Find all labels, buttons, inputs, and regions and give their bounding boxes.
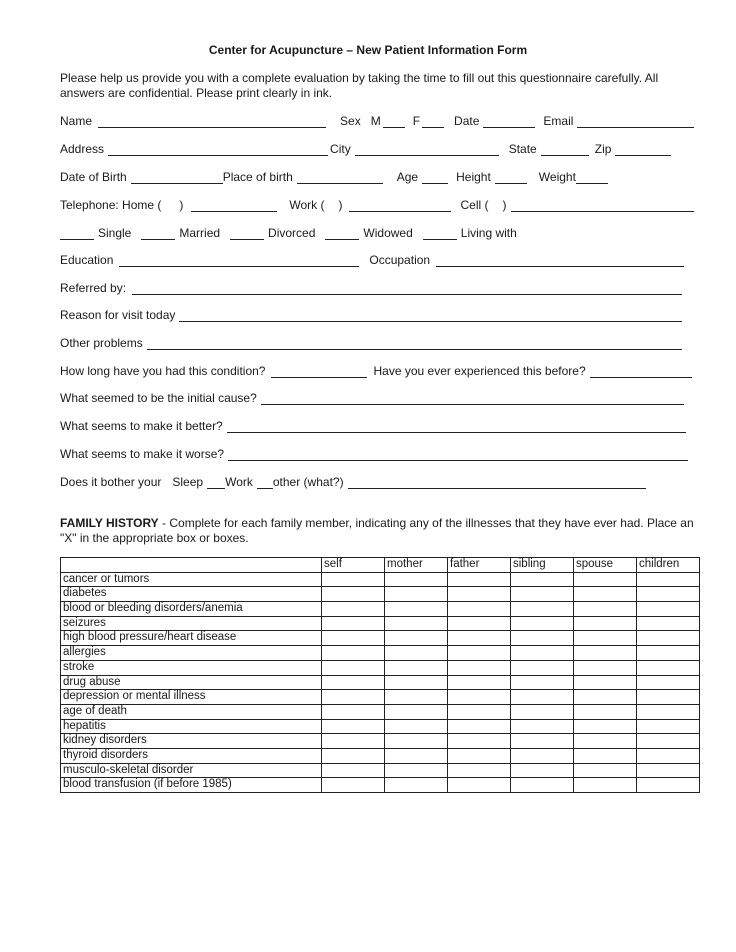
sex-f-field[interactable] [422, 115, 444, 128]
checkbox-cell-self[interactable] [322, 572, 385, 587]
state-field[interactable] [541, 143, 589, 156]
checkbox-cell-father[interactable] [448, 778, 511, 793]
table-header-father: father [448, 558, 511, 573]
place-of-birth-field[interactable] [297, 171, 383, 184]
checkbox-cell-children[interactable] [637, 660, 700, 675]
checkbox-cell-father[interactable] [448, 602, 511, 617]
married-label: Married [179, 226, 221, 240]
checkbox-cell-children[interactable] [637, 602, 700, 617]
checkbox-cell-spouse[interactable] [574, 734, 637, 749]
table-row [61, 719, 700, 734]
row-initial-cause [60, 389, 686, 405]
experienced-label: Have you ever experienced this before? [373, 364, 586, 378]
checkbox-cell-sibling[interactable] [511, 587, 574, 602]
table-row [61, 616, 700, 631]
table-row [61, 675, 700, 690]
checkbox-cell-sibling[interactable] [511, 660, 574, 675]
checkbox-cell-mother[interactable] [385, 690, 448, 705]
table-header-row [61, 558, 700, 573]
table-row [61, 646, 700, 661]
condition-label: seizures [61, 616, 322, 631]
checkbox-cell-mother[interactable] [385, 660, 448, 675]
checkbox-cell-self[interactable] [322, 660, 385, 675]
home-paren-close: ) [179, 198, 184, 212]
checkbox-cell-self[interactable] [322, 748, 385, 763]
checkbox-cell-sibling[interactable] [511, 763, 574, 778]
row-referred-by [60, 279, 684, 295]
checkbox-cell-father[interactable] [448, 660, 511, 675]
table-header-condition [61, 558, 322, 573]
checkbox-cell-spouse[interactable] [574, 778, 637, 793]
checkbox-cell-mother[interactable] [385, 587, 448, 602]
checkbox-cell-mother[interactable] [385, 763, 448, 778]
name-field[interactable] [98, 115, 326, 128]
widowed-field[interactable] [325, 227, 359, 240]
checkbox-cell-children[interactable] [637, 646, 700, 661]
condition-label: hepatitis [61, 719, 322, 734]
checkbox-cell-self[interactable] [322, 734, 385, 749]
worse-label: What seems to make it worse? [60, 447, 225, 461]
condition-label: allergies [61, 646, 322, 661]
email-label: Email [543, 114, 574, 128]
checkbox-cell-mother[interactable] [385, 719, 448, 734]
checkbox-cell-spouse[interactable] [574, 631, 637, 646]
single-label: Single [98, 226, 132, 240]
referred-by-label: Referred by: [60, 281, 127, 295]
telephone-home-label: Telephone: Home ( [60, 198, 162, 212]
checkbox-cell-father[interactable] [448, 616, 511, 631]
checkbox-cell-mother[interactable] [385, 616, 448, 631]
weight-label: Weight [538, 170, 576, 184]
checkbox-cell-spouse[interactable] [574, 704, 637, 719]
worse-field[interactable] [228, 448, 688, 461]
married-field[interactable] [141, 227, 175, 240]
dob-label: Date of Birth [60, 170, 127, 184]
checkbox-cell-sibling[interactable] [511, 675, 574, 690]
sleep-field[interactable] [207, 476, 225, 489]
checkbox-cell-self[interactable] [322, 778, 385, 793]
table-row [61, 778, 700, 793]
work-paren-close: ) [338, 198, 343, 212]
zip-label: Zip [594, 142, 612, 156]
home-phone-field[interactable] [191, 199, 277, 212]
experienced-field[interactable] [590, 365, 692, 378]
checkbox-cell-children[interactable] [637, 675, 700, 690]
education-field[interactable] [119, 254, 359, 267]
table-header-self: self [322, 558, 385, 573]
checkbox-cell-mother[interactable] [385, 778, 448, 793]
cell-paren-close: ) [502, 198, 507, 212]
checkbox-cell-children[interactable] [637, 704, 700, 719]
table-row [61, 631, 700, 646]
checkbox-cell-mother[interactable] [385, 646, 448, 661]
row-name [60, 112, 696, 128]
occupation-label: Occupation [369, 253, 431, 267]
row-marital-status [60, 224, 696, 240]
reason-label: Reason for visit today [60, 308, 176, 322]
checkbox-cell-self[interactable] [322, 690, 385, 705]
checkbox-cell-spouse[interactable] [574, 748, 637, 763]
form-title: Center for Acupuncture – New Patient Information Form [208, 43, 528, 57]
checkbox-cell-children[interactable] [637, 572, 700, 587]
row-address [60, 140, 696, 156]
checkbox-cell-spouse[interactable] [574, 675, 637, 690]
table-header-children: children [637, 558, 700, 573]
age-label: Age [396, 170, 419, 184]
family-history-table [60, 557, 700, 793]
cell-phone-label: Cell ( [460, 198, 489, 212]
work-option-field[interactable] [257, 476, 273, 489]
age-field[interactable] [422, 171, 448, 184]
condition-label: blood or bleeding disorders/anemia [61, 602, 322, 617]
condition-label: high blood pressure/heart disease [61, 631, 322, 646]
checkbox-cell-children[interactable] [637, 734, 700, 749]
checkbox-cell-mother[interactable] [385, 675, 448, 690]
checkbox-cell-children[interactable] [637, 763, 700, 778]
checkbox-cell-father[interactable] [448, 690, 511, 705]
table-row [61, 602, 700, 617]
condition-label: diabetes [61, 587, 322, 602]
row-reason [60, 306, 684, 322]
checkbox-cell-father[interactable] [448, 719, 511, 734]
sex-m-label: M [370, 114, 381, 128]
other-what-field[interactable] [348, 476, 646, 489]
sex-f-label: F [412, 114, 421, 128]
height-label: Height [456, 170, 491, 184]
checkbox-cell-self[interactable] [322, 763, 385, 778]
row-other-problems [60, 334, 684, 350]
checkbox-cell-mother[interactable] [385, 748, 448, 763]
living-with-field[interactable] [423, 227, 457, 240]
checkbox-cell-mother[interactable] [385, 572, 448, 587]
state-label: State [508, 142, 537, 156]
checkbox-cell-self[interactable] [322, 587, 385, 602]
form-intro: Please help us provide you with a complete evaluation by taking the time to fill out this questionnaire carefully. All answers are confidential. Please print clearly in ink. [60, 71, 659, 100]
family-history-heading: FAMILY HISTORY [60, 516, 159, 530]
condition-label: stroke [61, 660, 322, 675]
better-field[interactable] [227, 420, 686, 433]
occupation-field[interactable] [436, 254, 684, 267]
checkbox-cell-spouse[interactable] [574, 646, 637, 661]
checkbox-cell-spouse[interactable] [574, 587, 637, 602]
checkbox-cell-sibling[interactable] [511, 646, 574, 661]
table-row [61, 587, 700, 602]
referred-by-field[interactable] [132, 282, 682, 295]
other-what-label: other (what?) [272, 475, 344, 489]
reason-field[interactable] [179, 309, 682, 322]
checkbox-cell-sibling[interactable] [511, 690, 574, 705]
family-history-instructions: - Complete for each family member, indicating any of the illnesses that they have ever had. Place an "X" in the appropriate box or boxes. [60, 516, 694, 545]
table-row [61, 748, 700, 763]
cell-phone-field[interactable] [511, 199, 694, 212]
table-header-mother: mother [385, 558, 448, 573]
table-row [61, 660, 700, 675]
zip-field[interactable] [615, 143, 671, 156]
name-label: Name [60, 114, 93, 128]
checkbox-cell-sibling[interactable] [511, 602, 574, 617]
checkbox-cell-spouse[interactable] [574, 763, 637, 778]
condition-label: age of death [61, 704, 322, 719]
checkbox-cell-sibling[interactable] [511, 616, 574, 631]
checkbox-cell-children[interactable] [637, 778, 700, 793]
checkbox-cell-spouse[interactable] [574, 572, 637, 587]
condition-label: thyroid disorders [61, 748, 322, 763]
checkbox-cell-father[interactable] [448, 704, 511, 719]
table-row [61, 690, 700, 705]
date-label: Date [454, 114, 480, 128]
checkbox-cell-father[interactable] [448, 748, 511, 763]
row-education [60, 251, 686, 267]
checkbox-cell-father[interactable] [448, 572, 511, 587]
checkbox-cell-children[interactable] [637, 587, 700, 602]
sex-label: Sex [340, 114, 361, 128]
better-label: What seems to make it better? [60, 419, 223, 433]
dob-field[interactable] [131, 171, 223, 184]
checkbox-cell-sibling[interactable] [511, 631, 574, 646]
condition-label: kidney disorders [61, 734, 322, 749]
checkbox-cell-children[interactable] [637, 748, 700, 763]
checkbox-cell-children[interactable] [637, 719, 700, 734]
checkbox-cell-spouse[interactable] [574, 660, 637, 675]
checkbox-cell-father[interactable] [448, 646, 511, 661]
city-label: City [330, 142, 351, 156]
row-how-long [60, 362, 694, 378]
work-phone-field[interactable] [349, 199, 451, 212]
condition-label: depression or mental illness [61, 690, 322, 705]
living-with-label: Living with [460, 226, 517, 240]
checkbox-cell-sibling[interactable] [511, 748, 574, 763]
date-field[interactable] [483, 115, 535, 128]
table-row [61, 704, 700, 719]
condition-label: musculo-skeletal disorder [61, 763, 322, 778]
checkbox-cell-sibling[interactable] [511, 778, 574, 793]
checkbox-cell-self[interactable] [322, 704, 385, 719]
checkbox-cell-self[interactable] [322, 646, 385, 661]
row-dob [60, 168, 696, 184]
other-problems-field[interactable] [147, 337, 682, 350]
sex-m-field[interactable] [383, 115, 405, 128]
bother-label: Does it bother your [60, 475, 162, 489]
table-body [61, 572, 700, 792]
family-history-intro [60, 516, 700, 546]
divorced-field[interactable] [230, 227, 264, 240]
checkbox-cell-father[interactable] [448, 587, 511, 602]
table-header-spouse: spouse [574, 558, 637, 573]
checkbox-cell-self[interactable] [322, 675, 385, 690]
checkbox-cell-children[interactable] [637, 616, 700, 631]
checkbox-cell-spouse[interactable] [574, 690, 637, 705]
table-row [61, 763, 700, 778]
divorced-label: Divorced [268, 226, 316, 240]
checkbox-cell-mother[interactable] [385, 734, 448, 749]
checkbox-cell-mother[interactable] [385, 631, 448, 646]
single-field[interactable] [60, 227, 94, 240]
checkbox-cell-father[interactable] [448, 763, 511, 778]
how-long-label: How long have you had this condition? [60, 364, 266, 378]
row-telephone [60, 196, 696, 212]
checkbox-cell-children[interactable] [637, 631, 700, 646]
checkbox-cell-children[interactable] [637, 690, 700, 705]
condition-label: drug abuse [61, 675, 322, 690]
initial-cause-field[interactable] [261, 392, 684, 405]
how-long-field[interactable] [271, 365, 367, 378]
checkbox-cell-sibling[interactable] [511, 719, 574, 734]
checkbox-cell-father[interactable] [448, 675, 511, 690]
address-field[interactable] [108, 143, 328, 156]
widowed-label: Widowed [363, 226, 413, 240]
table-header-sibling: sibling [511, 558, 574, 573]
checkbox-cell-self[interactable] [322, 719, 385, 734]
work-phone-label: Work ( [289, 198, 325, 212]
education-label: Education [60, 253, 114, 267]
initial-cause-label: What seemed to be the initial cause? [60, 391, 257, 405]
email-field[interactable] [577, 115, 694, 128]
checkbox-cell-self[interactable] [322, 616, 385, 631]
row-worse [60, 445, 690, 461]
condition-label: cancer or tumors [61, 572, 322, 587]
other-problems-label: Other problems [60, 336, 143, 350]
checkbox-cell-spouse[interactable] [574, 602, 637, 617]
address-label: Address [60, 142, 105, 156]
checkbox-cell-self[interactable] [322, 631, 385, 646]
table-row [61, 734, 700, 749]
table-row [61, 572, 700, 587]
checkbox-cell-father[interactable] [448, 631, 511, 646]
place-of-birth-label: Place of birth [222, 170, 293, 184]
city-field[interactable] [355, 143, 499, 156]
checkbox-cell-mother[interactable] [385, 704, 448, 719]
checkbox-cell-sibling[interactable] [511, 704, 574, 719]
checkbox-cell-spouse[interactable] [574, 616, 637, 631]
checkbox-cell-sibling[interactable] [511, 572, 574, 587]
weight-field[interactable] [576, 171, 608, 184]
checkbox-cell-sibling[interactable] [511, 734, 574, 749]
row-better [60, 417, 688, 433]
checkbox-cell-father[interactable] [448, 734, 511, 749]
row-bother [60, 473, 648, 489]
checkbox-cell-mother[interactable] [385, 602, 448, 617]
checkbox-cell-self[interactable] [322, 602, 385, 617]
height-field[interactable] [495, 171, 527, 184]
work-option-label: Work [225, 475, 253, 489]
sleep-label: Sleep [172, 475, 204, 489]
condition-label: blood transfusion (if before 1985) [61, 778, 322, 793]
checkbox-cell-spouse[interactable] [574, 719, 637, 734]
